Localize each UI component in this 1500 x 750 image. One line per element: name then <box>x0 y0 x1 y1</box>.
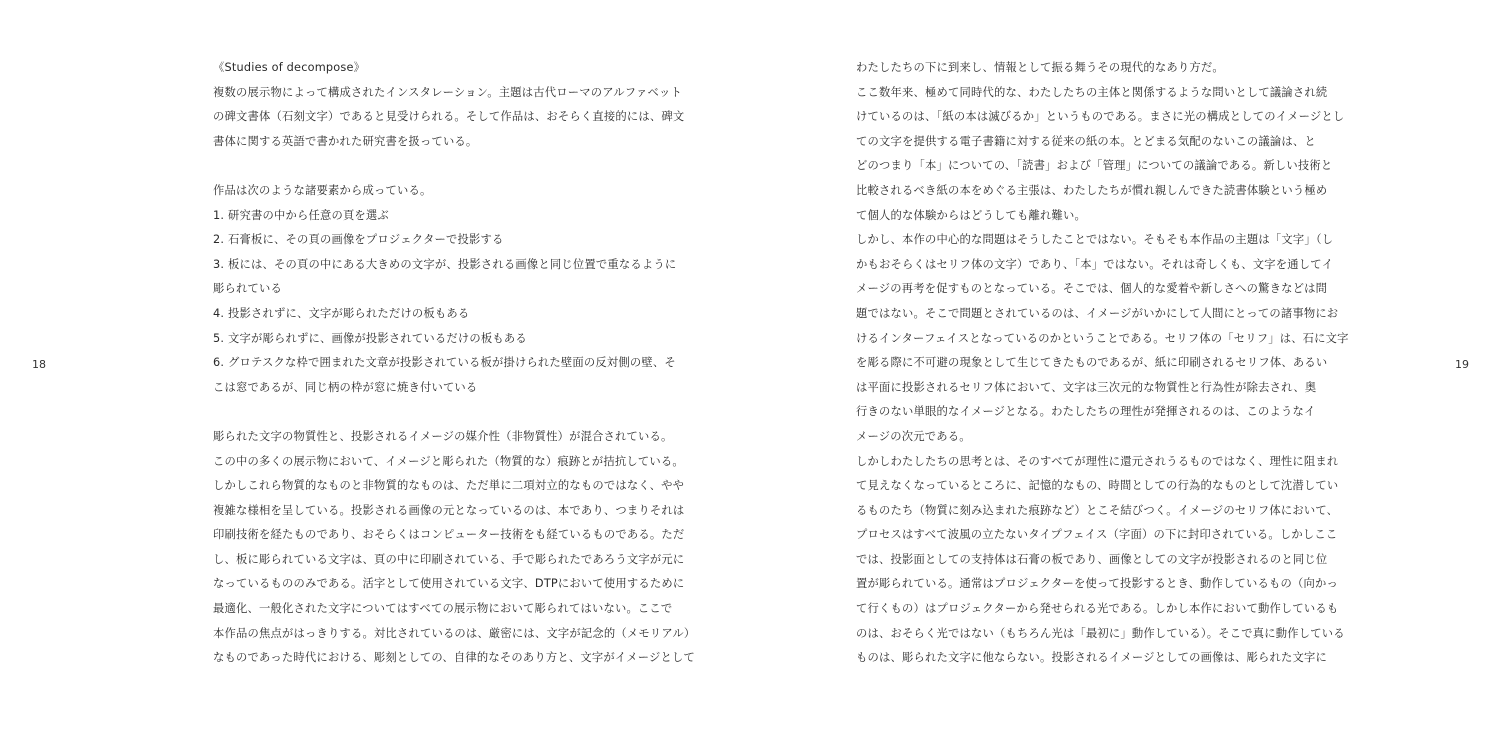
text-line: 複雑な様相を呈している。投影される画像の元となっているのは、本であり、つまりそれは <box>213 503 685 517</box>
text-line: の碑文書体（石刻文字）であると見受けられる。そして作品は、おそらく直接的には、碑文 <box>213 110 685 124</box>
list-item: 2. 石膏板に、その頁の画像をプロジェクターで投影する <box>213 233 504 247</box>
text-line: 複数の展示物によって構成されたインスタレーション。主題は古代ローマのアルファベット <box>213 85 683 99</box>
text-line: のは、おそらく光ではない（もちろん光は「最初に」動作している）。そこで真に動作している <box>856 626 1345 640</box>
text-line: 書体に関する英語で書かれた研究書を扱っている。 <box>213 134 478 148</box>
text-line: て見えなくなっているところに、記憶的なもの、時間としての行為的なものとして沈潜してい <box>856 479 1339 493</box>
text-line: けるインターフェイスとなっているのかということである。セリフ体の「セリフ」は、石に文字 <box>856 331 1349 345</box>
text-line: わたしたちの下に到来し、情報として振る舞うその現代的なあり方だ。 <box>856 61 1224 74</box>
text-line: 作品は次のような諸要素から成っている。 <box>213 183 432 197</box>
text-line: 比較されるべき紙の本をめぐる主張は、わたしたちが慣れ親しんできた読書体験という極め <box>856 183 1328 197</box>
text-line: しかしこれら物質的なものと非物質的なものは、ただ単に二項対立的なものではなく、やや <box>213 479 685 493</box>
text-line: この中の多くの展示物において、イメージと彫られた（物質的な）痕跡とが拮抗している。 <box>213 454 684 468</box>
list-item: こは窓であるが、同じ柄の枠が窓に焼き付いている <box>213 380 478 394</box>
list-item: 5. 文字が彫られずに、画像が投影されているだけの板もある <box>213 331 527 345</box>
list-item: 3. 板には、その頁の中にある大きめの文字が、投影される画像と同じ位置で重なるように <box>213 257 677 271</box>
text-line: て個人的な体験からはどうしても離れ難い。 <box>856 208 1086 222</box>
text-line: 印刷技術を経たものであり、おそらくはコンピューター技術をも経ているものである。ただ <box>213 528 685 542</box>
page-number-left: 18 <box>32 358 46 371</box>
text-line: 置が彫られている。通常はプロジェクターを使って投影するとき、動作しているもの（向かっ <box>856 577 1338 591</box>
text-line: けているのは、「紙の本は滅びるか」というものである。まさに光の構成としてのイメージとし <box>856 110 1345 124</box>
text-line: を彫る際に不可避の現象として生じてきたものであるが、紙に印刷されるセリフ体、あるい <box>856 356 1328 370</box>
text-line: ての文字を提供する電子書籍に対する従来の紙の本。とどまる気配のないこの議論は、と <box>856 134 1316 148</box>
text-line: どのつまり「本」についての、「読書」および「管理」についての議論である。新しい技術と <box>856 159 1333 173</box>
text-line: るものたち（物質に刻み込まれた痕跡など）とこそ結びつく。イメージのセリフ体において、 <box>856 503 1339 517</box>
text-line: 《Studies of decompose》 <box>213 61 366 74</box>
text-line: 題ではない。そこで問題とされているのは、イメージがいかにして人間にとっての諸事物にお <box>856 306 1339 320</box>
text-line: しかし、本作の中心的な問題はそうしたことではない。そもそも本作品の主題は「文字」（し <box>856 233 1334 247</box>
text-line: なものであった時代における、彫刻としての、自律的なそのあり方と、文字がイメージとして <box>213 651 695 665</box>
text-line: かもおそらくはセリフ体の文字）であり、「本」ではない。それは奇しくも、文字を通してイ <box>856 257 1334 271</box>
text-line: て行くもの）はプロジェクターから発せられる光である。しかし本作において動作しているも <box>856 602 1339 616</box>
blank-line <box>213 154 653 179</box>
text-line: ものは、彫られた文字に他ならない。投影されるイメージとしての画像は、彫られた文字に <box>856 651 1328 665</box>
text-line: メージの再考を促すものとなっている。そこでは、個人的な愛着や新しさへの驚きなどは問 <box>856 282 1328 296</box>
text-line: では、投影面としての支持体は石膏の板であり、画像としての文字が投影されるのと同じ位 <box>856 552 1328 566</box>
text-line: なっているもののみである。活字として使用されている文字、DTPにおいて使用するために <box>213 577 685 591</box>
text-line: プロセスはすべて波風の立たないタイプフェイス（字面）の下に封印されている。しかしここ <box>856 528 1338 542</box>
text-line: 本作品の焦点がはっきりする。対比されているのは、厳密には、文字が記念的（メモリアル） <box>213 626 696 640</box>
page-number-right: 19 <box>1455 358 1469 371</box>
list-item: 1. 研究書の中から任意の頁を選ぶ <box>213 208 389 222</box>
text-line: は平面に投影されるセリフ体において、文字は三次元的な物質性と行為性が除去され、奥 <box>856 380 1317 394</box>
text-line: 彫られた文字の物質性と、投影されるイメージの媒介性（非物質性）が混合されている。 <box>213 429 673 443</box>
text-line: し、板に彫られている文字は、頁の中に印刷されている、手で彫られたであろう文字が元に <box>213 552 685 566</box>
text-line: 最適化、一般化された文字についてはすべての展示物において彫られてはいない。ここで <box>213 602 673 616</box>
list-item: 6. グロテスクな枠で囲まれた文章が投影されている板が掛けられた壁面の反対側の壁、そ <box>213 356 676 370</box>
text-line: 行きのない単眼的なイメージとなる。わたしたちの理性が発揮されるのは、このようなイ <box>856 405 1316 419</box>
left-page-text <box>213 56 696 671</box>
right-page-text <box>856 56 1349 671</box>
text-line: ここ数年来、極めて同時代的な、わたしたちの主体と関係するような問いとして議論され続 <box>856 85 1328 99</box>
list-item: 彫られている <box>213 282 282 296</box>
list-item: 4. 投影されずに、文字が彫られただけの板もある <box>213 306 470 320</box>
blank-line <box>213 400 653 425</box>
text-line: しかしわたしたちの思考とは、そのすべてが理性に還元されうるものではなく、理性に阻まれ <box>856 454 1339 468</box>
text-line: メージの次元である。 <box>856 429 971 443</box>
